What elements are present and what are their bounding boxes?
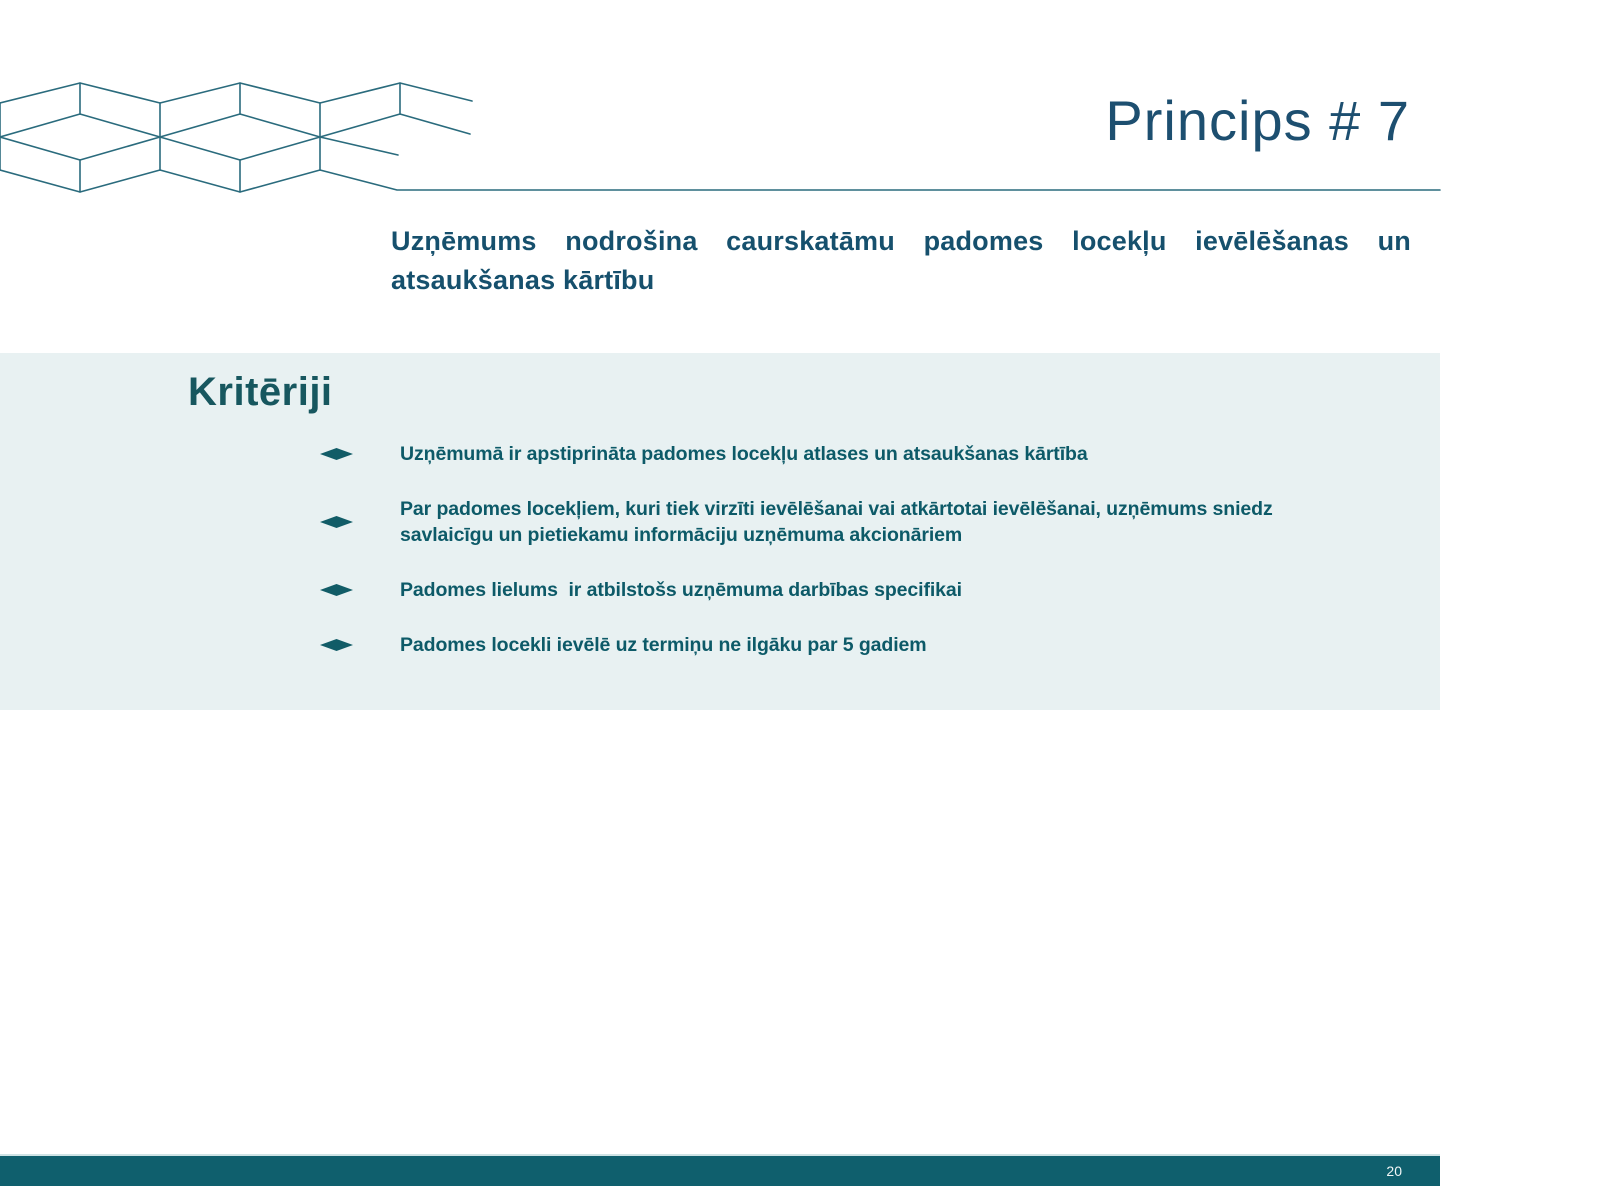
criteria-item xyxy=(320,632,1365,658)
diamond-bullet-icon xyxy=(320,584,353,596)
footer-bar xyxy=(0,1154,1440,1186)
criteria-item xyxy=(320,577,1365,603)
criteria-item xyxy=(320,441,1365,467)
criteria-item-text: Padomes locekli ievēlē uz termiņu ne ilgāku par 5 gadiem xyxy=(400,634,927,656)
diamond-bullet-icon xyxy=(320,516,353,528)
criteria-item xyxy=(320,496,1365,548)
page-number: 20 xyxy=(1386,1163,1402,1179)
criteria-item-text: Par padomes locekļiem, kuri tiek virzīti ievēlēšanai vai atkārtotai ievēlēšanai, uzņēmums sniedz savlaicīgu un pietiekamu informāciju uzņēmuma akcionāriem xyxy=(400,498,1278,546)
criteria-heading: Kritēriji xyxy=(188,370,333,414)
diamond-bullet-icon xyxy=(320,639,353,651)
subtitle-line-2: atsaukšanas kārtību xyxy=(391,265,655,295)
criteria-list xyxy=(0,441,1440,658)
criteria-item-text: Uzņēmumā ir apstiprināta padomes locekļu atlases un atsaukšanas kārtība xyxy=(400,443,1088,465)
subtitle-line-1: Uzņēmums nodrošina caurskatāmu padomes locekļu ievēlēšanas un xyxy=(391,226,1411,256)
diamond-bullet-icon xyxy=(320,448,353,460)
slide-title: Princips # 7 xyxy=(1105,89,1410,152)
slide-subtitle xyxy=(391,222,1411,300)
criteria-panel xyxy=(0,353,1440,710)
criteria-item-text: Padomes lielums ir atbilstošs uzņēmuma darbības specifikai xyxy=(400,579,962,601)
